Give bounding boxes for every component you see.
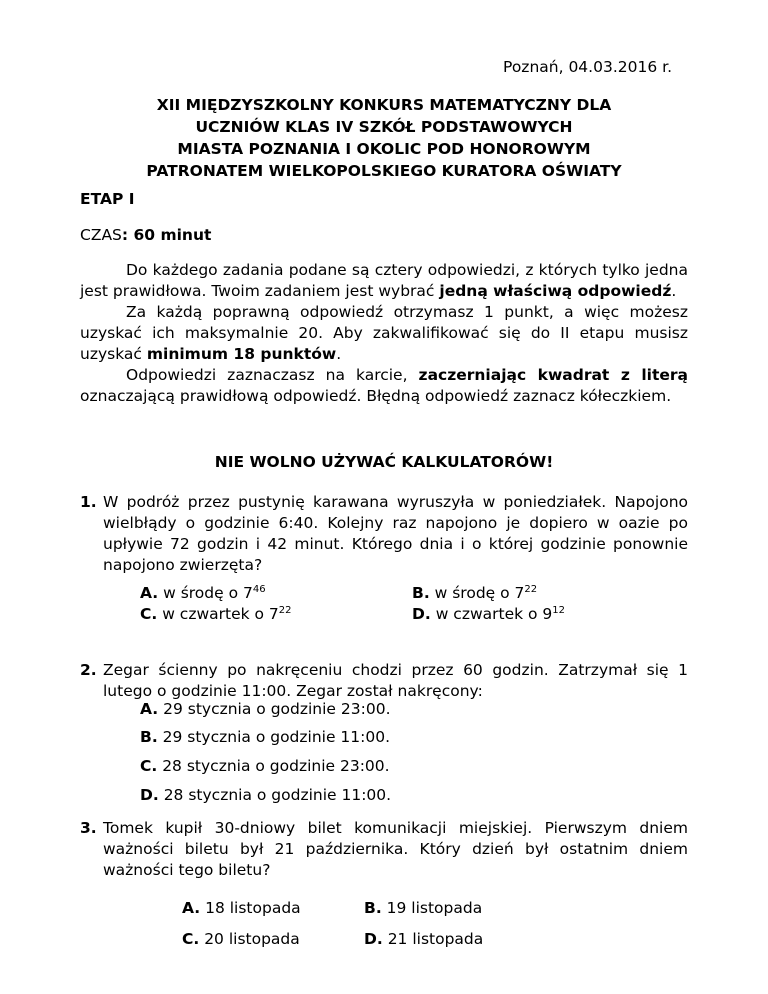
answer-text: 29 stycznia o godzinie 11:00. [157,728,391,746]
answer-letter: D. [140,786,159,804]
answer-text: w środę o 7 [158,584,253,602]
instr-text: Za każdą poprawną odpowiedź otrzymasz 1 punkt, a więc możesz uzyskać ich maksymalnie 20. Aby zakwalifikować się do II etapu musisz uzyskać [80,303,688,363]
question-3 [80,818,688,881]
answer-superscript: 46 [252,584,266,595]
document-date: Poznań, 04.03.2016 r. [503,58,672,76]
instr-text: . [671,282,677,300]
answer-text: 18 listopada [200,899,301,917]
answer-text: 21 listopada [382,930,484,948]
answer-letter: A. [182,899,201,917]
answer-option [412,604,565,625]
question-2 [80,660,688,702]
answer-letter: A. [140,584,159,602]
instr-text: Odpowiedzi zaznaczasz na karcie, [126,366,419,384]
time-label: CZAS [80,226,122,244]
answer-text: 19 listopada [381,899,483,917]
title-line: UCZNIÓW KLAS IV SZKÓŁ PODSTAWOWYCH [195,118,573,136]
answer-option [364,898,482,919]
answer-letter: C. [140,757,158,775]
instr-text: . [336,345,342,363]
answer-option [364,929,483,950]
instr-text: oznaczającą prawidłową odpowiedź. Błędną odpowiedź zaznacz kółeczkiem. [80,387,672,405]
answer-text: 29 stycznia o godzinie 23:00. [158,700,391,718]
instr-emphasis: jedną właściwą odpowiedź [439,282,672,300]
instructions [80,260,688,407]
instructions-paragraph-3 [80,365,688,407]
answer-letter: C. [182,930,200,948]
answer-option [140,786,391,804]
question-1 [80,492,688,576]
title-line: XII MIĘDZYSZKOLNY KONKURS MATEMATYCZNY DLA [156,96,612,114]
answer-letter: C. [140,605,158,623]
answer-letter: D. [364,930,383,948]
answer-text: w czwartek o 9 [430,605,553,623]
question-number: 2. [80,661,97,679]
answer-text: 28 stycznia o godzinie 11:00. [158,786,392,804]
answer-text: w czwartek o 7 [157,605,279,623]
question-text: Zegar ścienny po nakręceniu chodzi przez 60 godzin. Zatrzymał się 1 lutego o godzinie 11:00. Zegar został nakręcony: [103,661,688,700]
answer-option [140,700,391,718]
answer-superscript: 22 [278,605,292,616]
answer-letter: B. [140,728,158,746]
time-limit [80,226,211,244]
answer-superscript: 22 [524,584,538,595]
answer-text: 20 listopada [199,930,300,948]
question-text: Tomek kupił 30-dniowy bilet komunikacji miejskiej. Pierwszym dniem ważności biletu był 21 października. Który dzień był ostatnim dniem ważności tego biletu? [103,819,688,879]
answer-option [412,583,537,604]
answer-text: w środę o 7 [429,584,525,602]
stage-label: ETAP I [80,190,135,208]
answer-letter: D. [412,605,431,623]
question-number: 1. [80,493,97,511]
question-number: 3. [80,819,97,837]
answer-option [182,929,300,950]
answer-superscript: 12 [552,605,566,616]
time-value: : 60 minut [121,226,212,244]
question-text: W podróż przez pustynię karawana wyruszyła w poniedziałek. Napojono wielbłądy o godzinie 6:40. Kolejny raz napojono je dopiero w oazie po upływie 72 godzin i 42 minut. Którego dnia i o której godzinie ponownie napojono zwierzęta? [103,493,688,574]
answer-letter: B. [412,584,430,602]
title-line: PATRONATEM WIELKOPOLSKIEGO KURATORA OŚWIATY [146,162,622,180]
instructions-paragraph-1 [80,260,688,302]
title-line: MIASTA POZNANIA I OKOLIC POD HONOROWYM [177,140,591,158]
instr-text: Do każdego zadania podane są cztery odpowiedzi, z których tylko jedna jest prawidłowa. Twoim zadaniem jest wybrać [80,261,688,300]
instr-emphasis: minimum 18 punktów [146,345,337,363]
document-title [80,94,688,182]
answer-option [140,583,266,604]
calculator-warning: NIE WOLNO UŻYWAĆ KALKULATORÓW! [214,453,554,471]
answer-letter: A. [140,700,159,718]
answer-option [140,728,390,746]
instructions-paragraph-2 [80,302,688,365]
answer-option [140,757,390,775]
answer-text: 28 stycznia o godzinie 23:00. [157,757,390,775]
answer-letter: B. [364,899,382,917]
instr-emphasis: zaczerniając kwadrat z literą [418,366,688,384]
answer-option [140,604,292,625]
answer-option [182,898,301,919]
